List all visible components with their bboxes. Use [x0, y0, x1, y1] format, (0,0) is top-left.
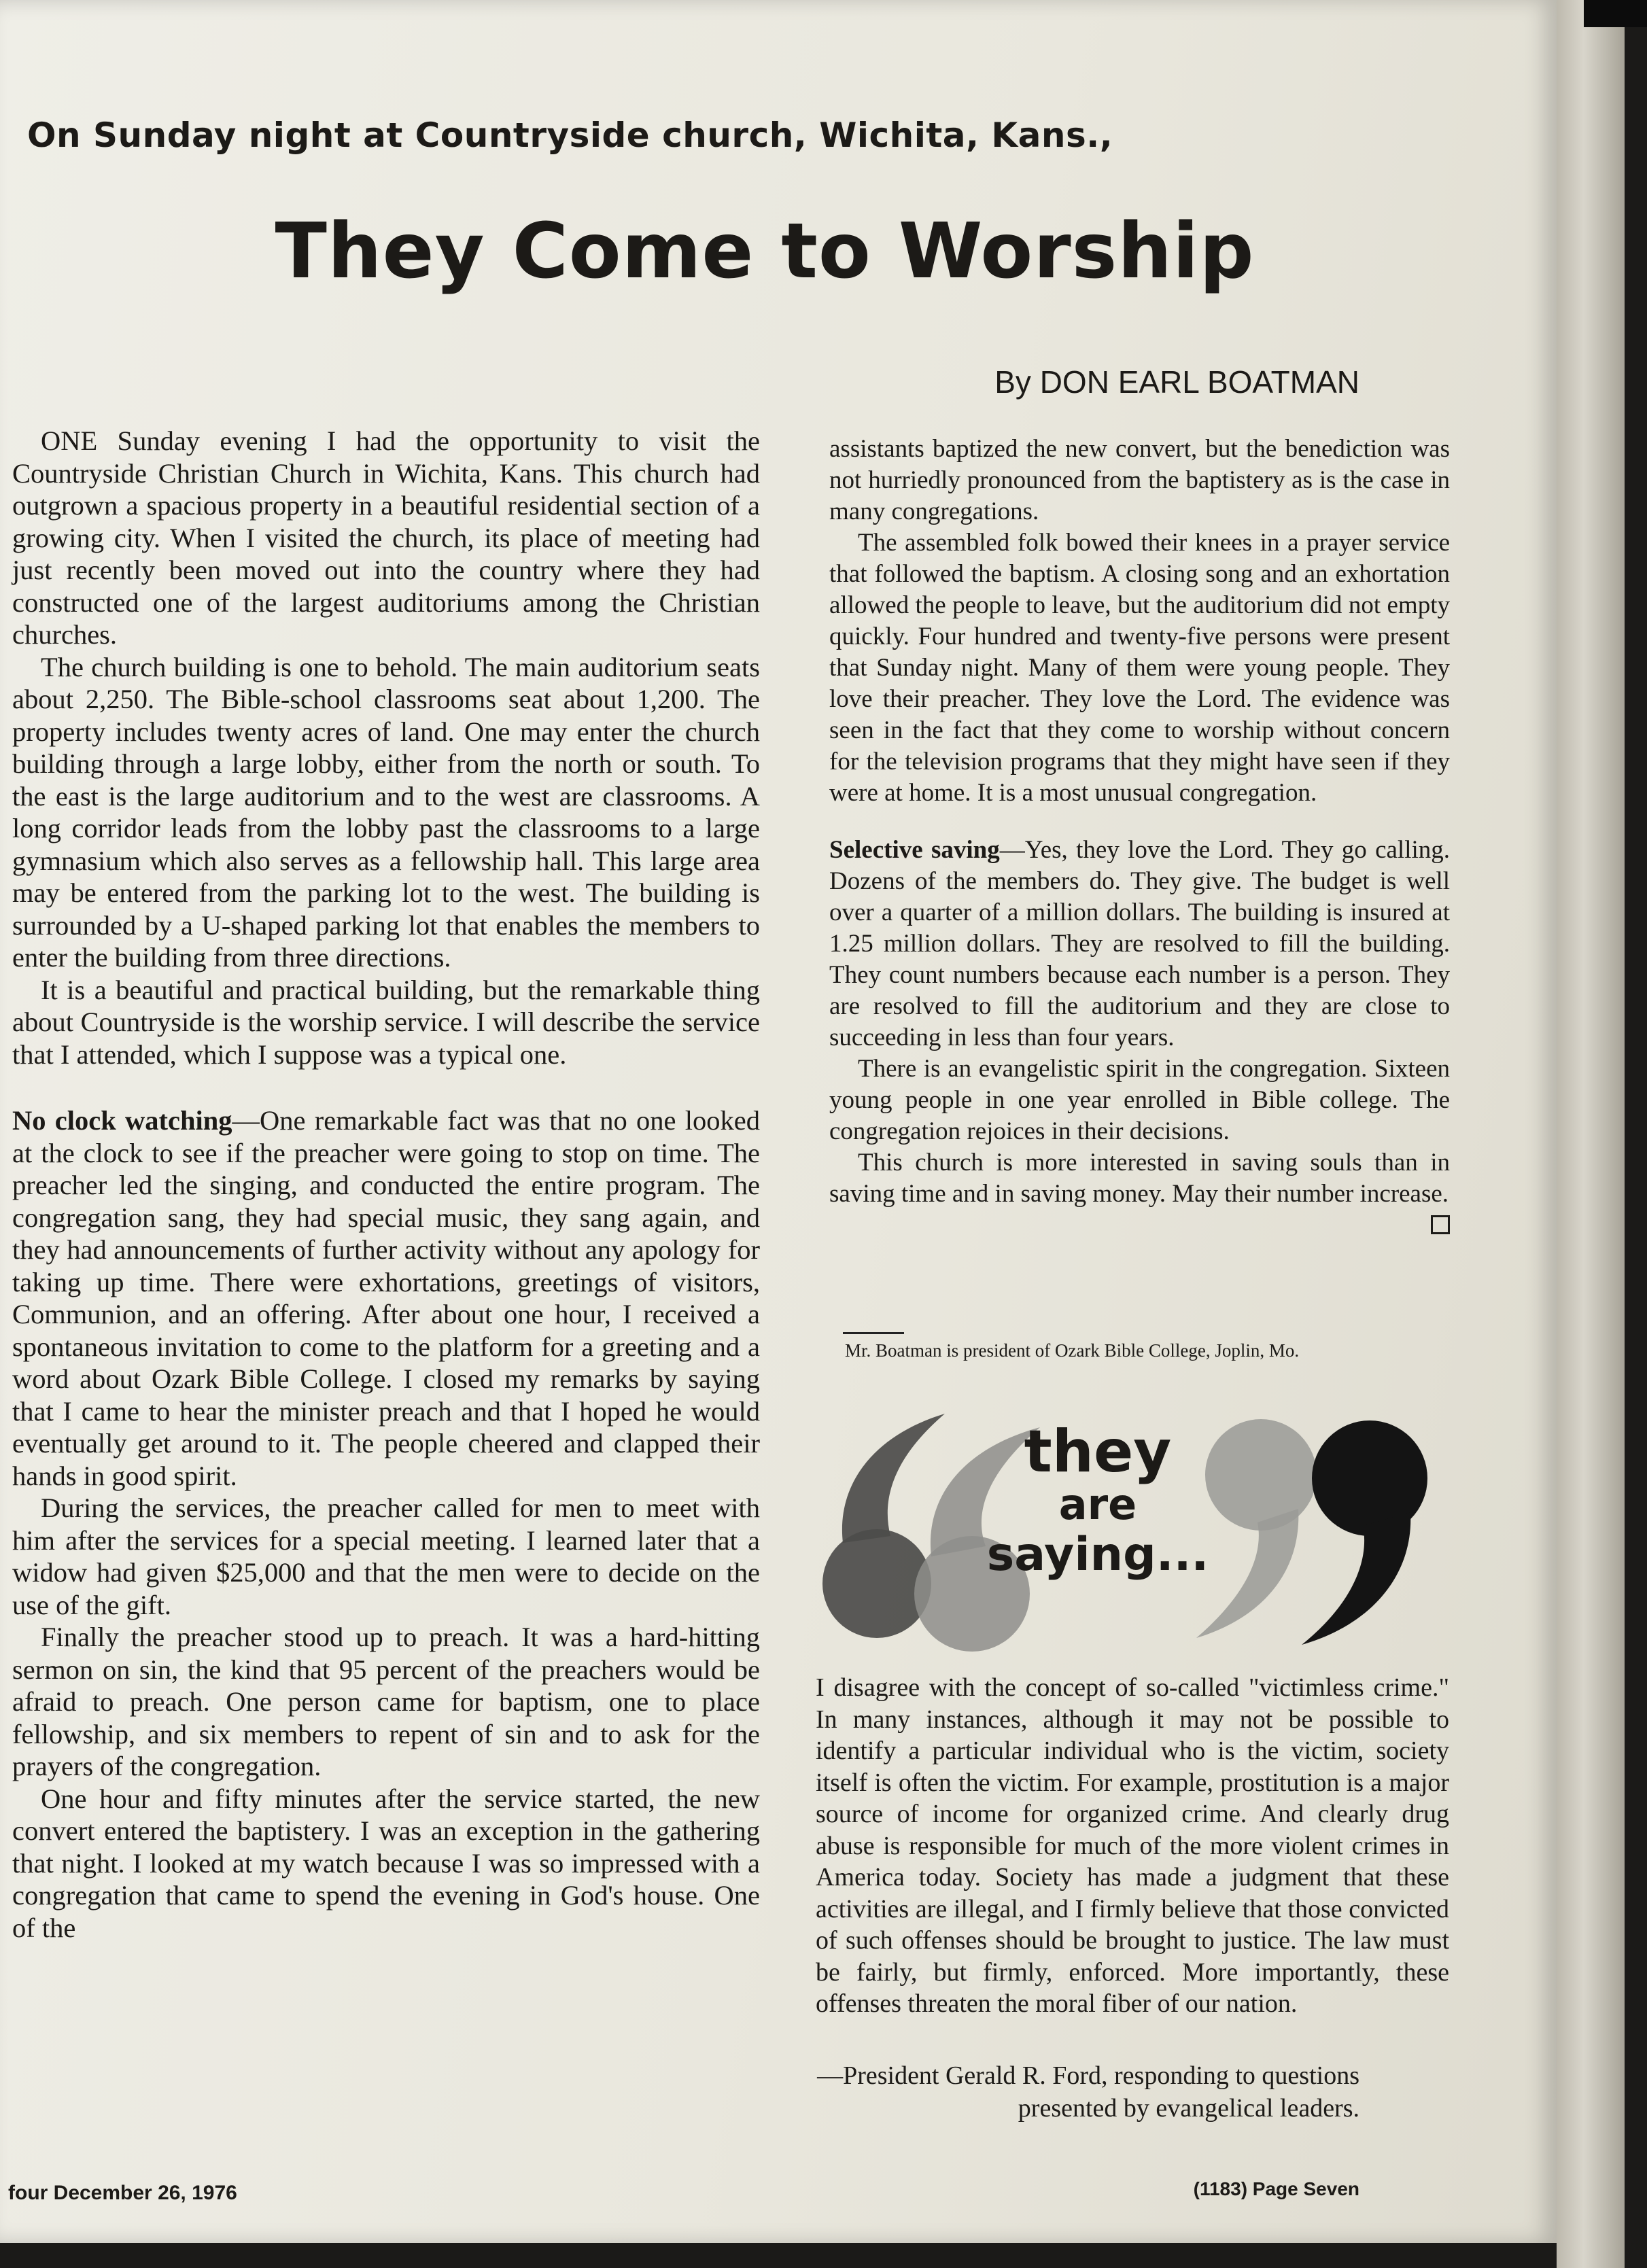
paragraph: One hour and fifty minutes after the service started, the new convert entered the baptistery. I was an exception in the gathering that night. I looked at my watch because I was so impressed with a congregation that came to spend the evening in God's house. One of the [12, 1783, 760, 1943]
subhead-selective-saving: Selective saving [829, 836, 1000, 864]
folio-page-number: (1183) Page Seven [1193, 2178, 1359, 2199]
paragraph [829, 835, 1450, 1053]
paragraph: During the services, the preacher called for men to meet with him after the services for a special meeting. I learned later that a widow had given $25,000 and that the men were to decide on the use of the gift. [12, 1493, 760, 1620]
paragraph [829, 1147, 1450, 1210]
ford-quote: I disagree with the concept of so-called "victimless crime." In many instances, although it may not be possible to identify a particular individual who is the victim, society itself is often the victim. For example, prostitution is a major source of income for organized crime. And clearly drug abuse is responsible for much of the more violent crimes in America today. Society has made a judgment that these activities are illegal, and I firmly believe that those convicted of such offenses should be brought to justice. The law must be fairly, but firmly, enforced. More importantly, these offenses threaten the moral fiber of our nation. [816, 1673, 1449, 2018]
close-quote-icon [1196, 1419, 1427, 1645]
graphic-word-are: are [1058, 1480, 1137, 1529]
paragraph: The assembled folk bowed their knees in a prayer service that followed the baptism. A closing song and an exhortation allowed the people to leave, but the auditorium did not empty quickly. Four hundred and twenty-five persons were present that Sunday night. Many of them were young people. They love their preacher. They love the Lord. The evidence was seen in the fact that they come to worship without concern for the television programs that they might have seen if they were at home. It is a most unusual congregation. [829, 529, 1450, 807]
paragraph: Finally the preacher stood up to preach. It was a hard-hitting sermon on sin, the kind that 95 percent of the preachers would be afraid to preach. One person came for baptism, one to place fellowship, and six members to repent of sin and to ask for the prayers of the congregation. [12, 1622, 760, 1781]
author-footnote: Mr. Boatman is president of Ozark Bible College, Joplin, Mo. [845, 1340, 1300, 1361]
subhead-no-clock-watching: No clock watching [12, 1105, 232, 1136]
kicker-line: On Sunday night at Countryside church, Wichita, Kans., [27, 116, 1113, 155]
paragraph: ONE Sunday evening I had the opportunity to visit the Countryside Christian Church in Wichita, Kans. This church had outgrown a spacious property in a beautiful residential section of a growing city. When I visited the church, its place of meeting had just recently been moved out into the country where they had constructed one of the largest auditoriums among the Christian churches. [12, 425, 760, 650]
graphic-word-saying: saying... [986, 1528, 1209, 1582]
background-corner [1584, 0, 1647, 27]
footnote-rule [843, 1332, 904, 1334]
byline: By DON EARL BOATMAN [994, 364, 1359, 400]
article-title: They Come to Worship [275, 207, 1255, 296]
paragraph: It is a beautiful and practical building, but the remarkable thing about Countryside is the worship service. I will describe the service that I attended, which I suppose was a typical one. [12, 974, 760, 1070]
paragraph-text: —Yes, they love the Lord. They go calling. Dozens of the members do. They give. The budget is well over a quarter of a million dollars. The building is insured at 1.25 million dollars. They are resolved to fill the building. They count numbers because each number is a person. They are resolved to fill the auditorium and they are close to succeeding in less than four years. [829, 836, 1451, 1051]
paragraph: assistants baptized the new convert, but the benediction was not hurriedly pronounced from the baptistery as is the case in many congregations. [829, 435, 1450, 525]
paragraph: There is an evangelistic spirit in the congregation. Sixteen young people in one year enrolled in Bible college. The congregation rejoices in their decisions. [829, 1055, 1450, 1145]
graphic-word-they: they [1024, 1418, 1172, 1486]
end-mark-icon [1431, 1215, 1450, 1234]
paragraph-text: This church is more interested in saving souls than in saving time and in saving money. May their number increase. [829, 1149, 1450, 1208]
page-edge [1557, 0, 1625, 2268]
paragraph-text: —One remarkable fact was that no one looked at the clock to see if the preacher were going to stop on time. The preacher led the singing, and conducted the entire program. The congregation sang, they had special music, they sang again, and they had announcements of further activity without any apology for taking up time. There were exhortations, greetings of visitors, Communion, and an offering. After about one hour, I received a spontaneous invitation to come to the platform for a greeting and a word about Ozark Bible College. I closed my remarks by saying that I came to hear the minister preach and that I hoped he would eventually get around to it. The people cheered and clapped their hands in good spirit. [12, 1105, 760, 1491]
paragraph: The church building is one to behold. The main auditorium seats about 2,250. The Bible-school classrooms seat about 1,200. The property includes twenty acres of land. One may enter the church building through a large lobby, either from the north or south. To the east is the large auditorium and to the west are classrooms. A long corridor leads from the lobby past the classrooms to a large gymnasium which also serves as a fellowship hall. This large area may be entered from the parking lot to the west. The building is surrounded by a U-shaped parking lot that enables the members to enter the building from three directions. [12, 651, 760, 973]
quote-attribution: —President Gerald R. Ford, responding to questions presented by evangelical leaders. [817, 2061, 1359, 2123]
paragraph [12, 1104, 760, 1492]
folio-date: four December 26, 1976 [8, 2182, 237, 2204]
right-column [829, 434, 1450, 1234]
they-are-saying-graphic [816, 1400, 1461, 1658]
left-column [12, 425, 760, 1944]
